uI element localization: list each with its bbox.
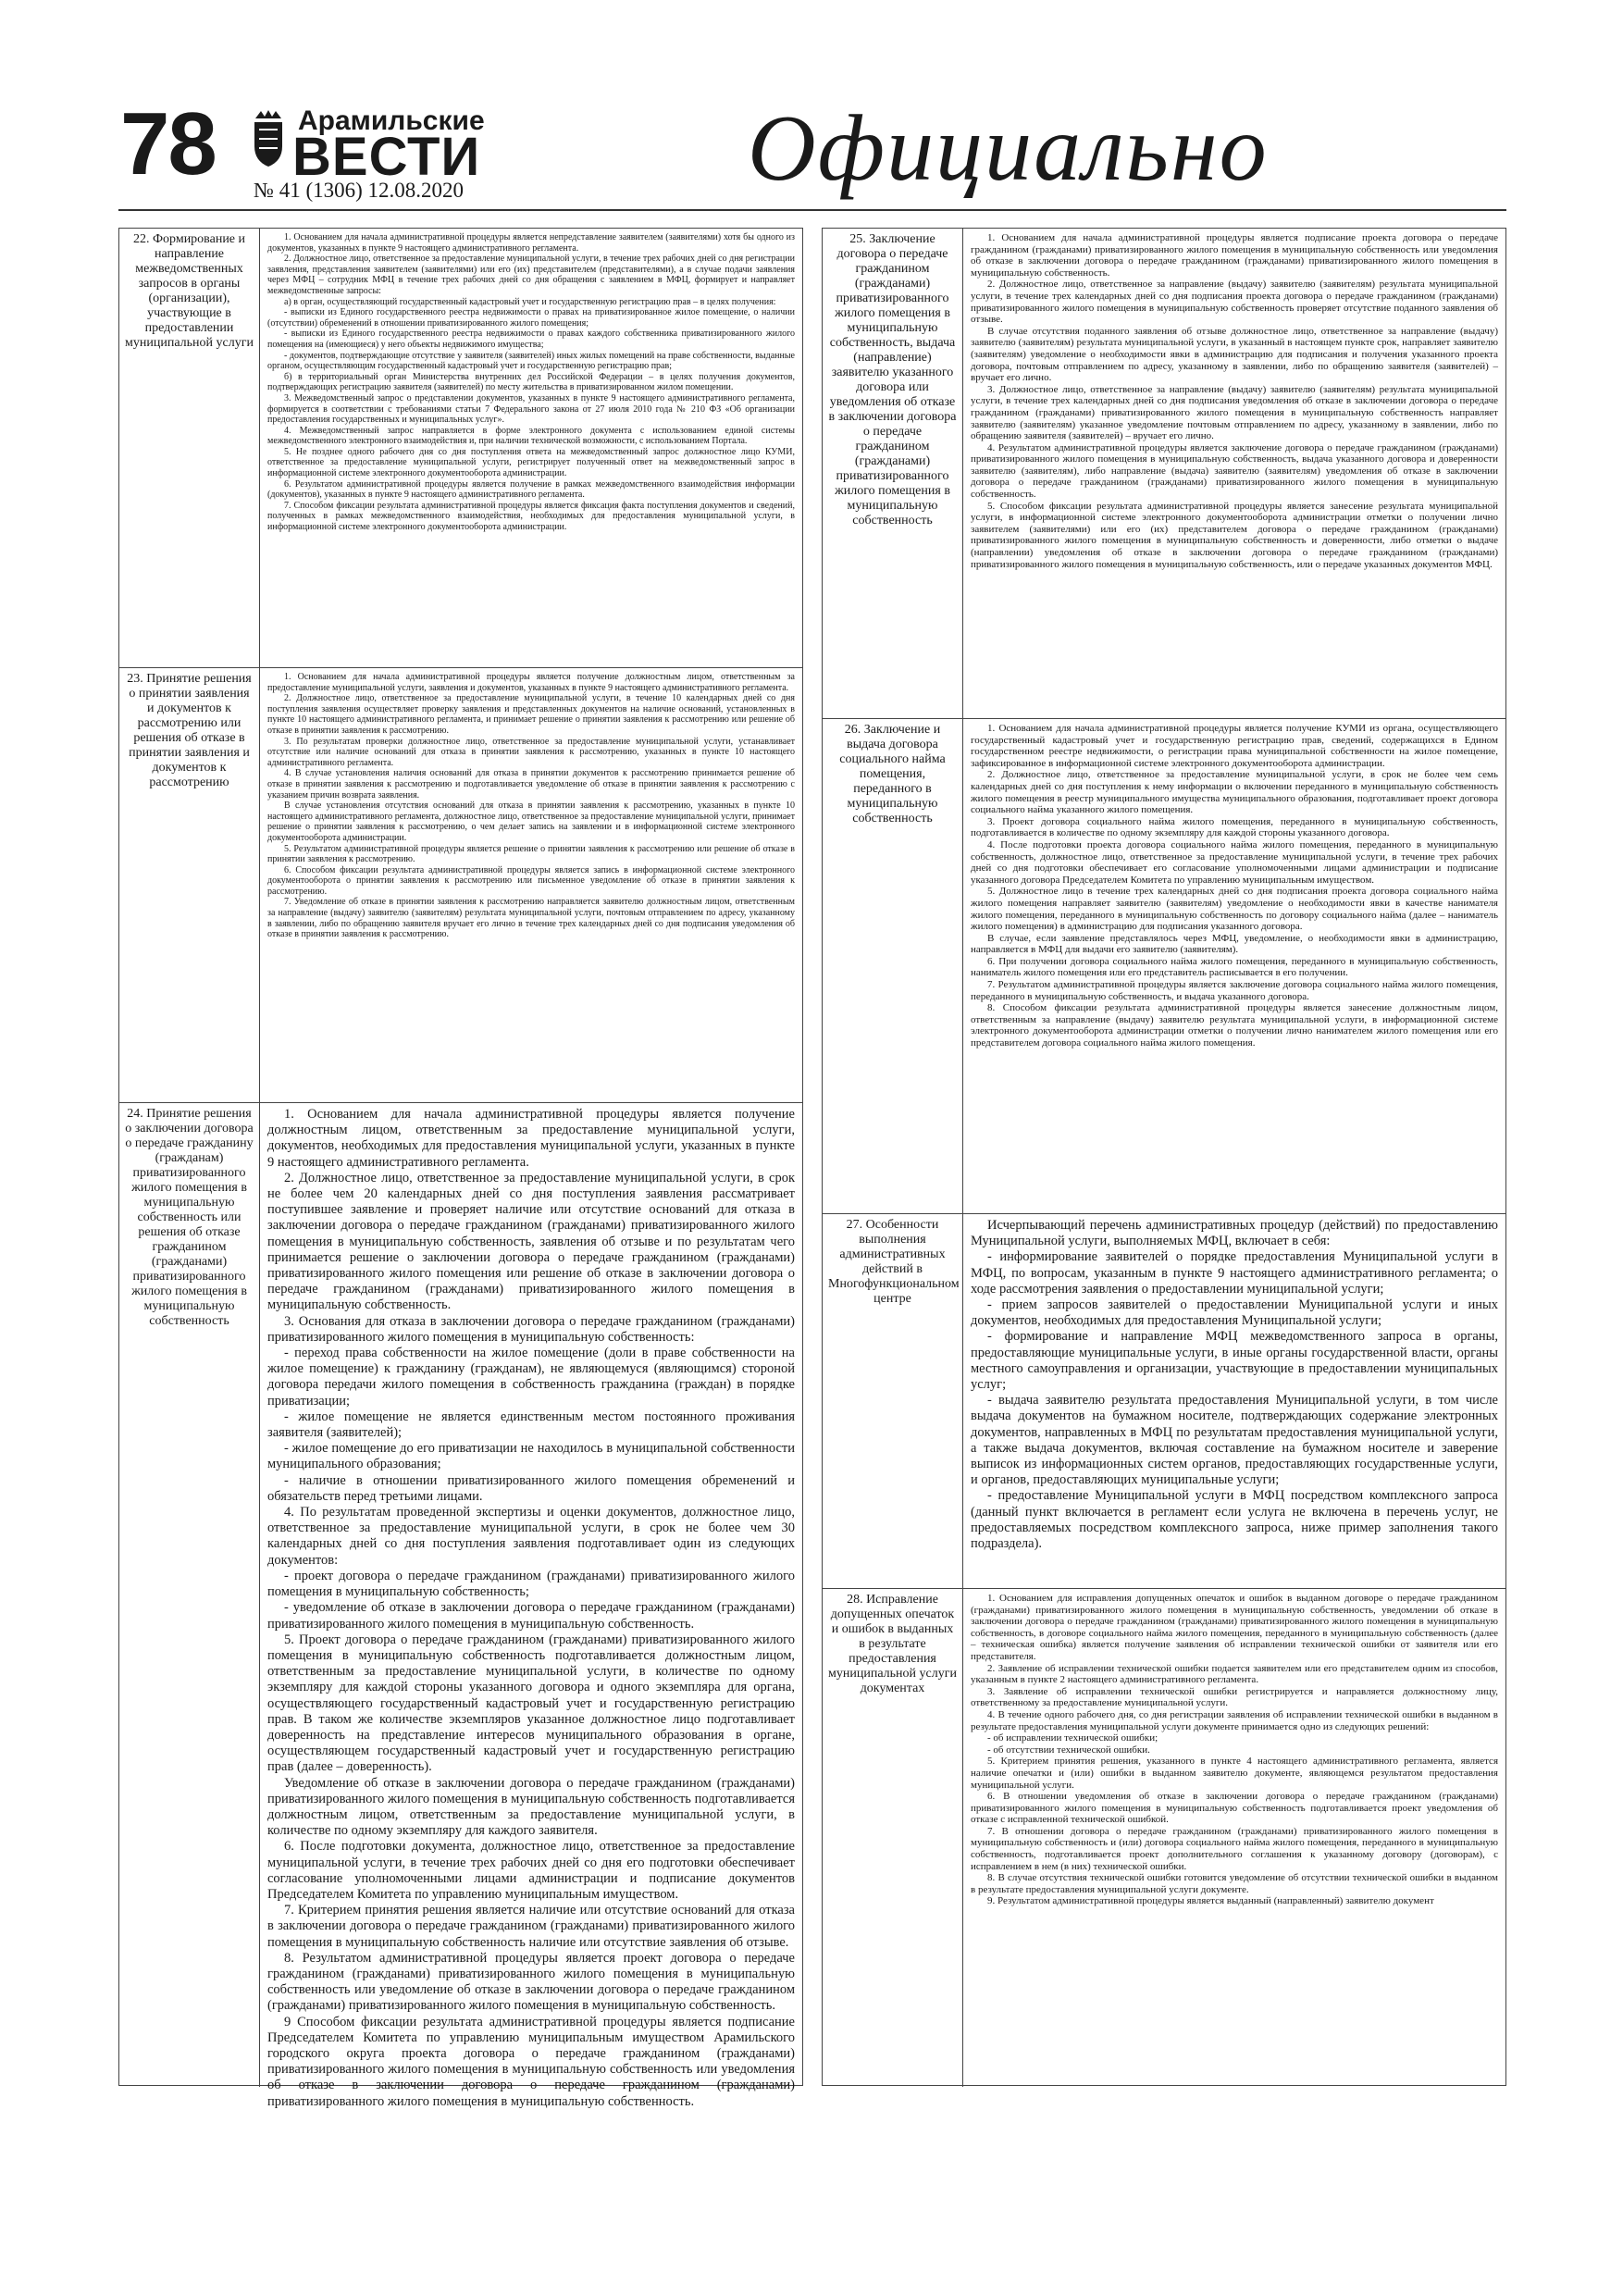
paragraph: 2. Должностное лицо, ответственное за предоставление муниципальной услуги, в течение трех рабочих дней со дня регистрации заявления, представления заявителем (заявителями) или его (их) представителем (представителями), а в случае подачи заявления через МФЦ – сотрудник МФЦ в течение трех рабочих дней со дня обращения с заявлением в МФЦ, формирует и направляет межведомственные запросы: — [267, 254, 795, 296]
paragraph: 4. Межведомственный запрос направляется в форме электронного документа с использованием единой системы межведомственного электронного взаимодействия и, при наличии технической возможности, с использованием Портала. — [267, 425, 795, 447]
paragraph: 3. Должностное лицо, ответственное за направление (выдачу) заявителю (заявителям) результата муниципальной услуги, в течение трех календарных дней со дня подписания уведомления об отказе в заключении договора о передаче гражданином (гражданами) приватизированного жилого помещения в муниципальную собственность направляет заявителю (заявителям) указанное уведомление почтовым отправлением по адресу, указанному в заявлении, либо по обращению заявителя (заявителей) – вручает его лично. — [971, 383, 1498, 442]
table-row — [823, 719, 1505, 1214]
procedure-title: 25. Заключение договора о передаче гражданином (гражданами) приватизированного жилого помещения в муниципальную собственность, выдача (направление) заявителю указанного договора или уведомления об отказе в заключении договора о передаче гражданином (гражданами) приватизированного жилого помещения в муниципальную собственность — [823, 229, 963, 718]
paragraph: 5. Не позднее одного рабочего дня со дня поступления ответа на межведомственный запрос должностное лицо КУМИ, ответственное за предоставление муниципальной услуги, регистрирует полученный ответ на межведомственный запрос в информационной системе электронного документооборота администрации. — [267, 446, 795, 479]
paragraph: 5. Проект договора о передаче гражданином (гражданами) приватизированного жилого помещения в муниципальную собственность подготавливается должностным лицом, ответственным за предоставление муниципальной услуги, в количестве по одному экземпляру для каждой стороны указанного договора и одного экземпляра для органа, осуществляющего государственный кадастровый учет и государственную регистрацию прав. В таком же количестве экземпляров указанное должностное лицо подготавливает доверенность на представление интересов муниципального образования в органе, осуществляющем государственный кадастровый учет и государственную регистрацию прав (далее – доверенность). — [267, 1632, 795, 1775]
section-title: Официально — [748, 96, 1269, 201]
paragraph: 7. В отношении договора о передаче гражданином (гражданами) приватизированного жилого помещения в муниципальную собственность и (или) договора социального найма жилого помещения, переданного в муниципальную собственность, подготавливается проект дополнительного соглашения к указанному договору (договорам), с исправлением в нем (в них) технической ошибки. — [971, 1825, 1498, 1872]
logo-big-text: ВЕСТИ — [292, 127, 481, 187]
table-row — [823, 1589, 1505, 2087]
procedure-body — [260, 229, 802, 667]
paragraph: - выдача заявителю результата предоставления Муниципальной услуги, в том числе выдача документов на бумажном носителе, подтверждающих содержание электронных документов, направленных в МФЦ по результатам предоставления муниципальной услуги, а также выдача документов, включая составление на бумажном носителе и заверение выписок из информационных систем органов, предоставляющих государственные услуги, и органов, предоставляющих муниципальные услуги; — [971, 1393, 1498, 1488]
paragraph: 5. Результатом административной процедуры является решение о принятии заявления к рассмотрению или решение об отказе в принятии заявления к рассмотрению. — [267, 843, 795, 865]
masthead-rule — [118, 209, 1506, 211]
paragraph: б) в территориальный орган Министерства внутренних дел Российской Федерации – в целях получения документов, подтверждающих регистрацию заявителя (заявителей) по месту жительства в приватизированном жилом помещении. — [267, 371, 795, 393]
city-coat-of-arms-icon — [252, 109, 285, 168]
table-row — [823, 229, 1505, 719]
paragraph: 7. Критерием принятия решения является наличие или отсутствие оснований для отказа в заключении договора о передаче гражданином (гражданами) приватизированного жилого помещения в муниципальную собственность наличие или отсутствие заявления об отзыве. — [267, 1903, 795, 1950]
paragraph: 5. Способом фиксации результата административной процедуры является занесение результата муниципальной услуги, в информационной системе электронного документооборота администрации отметки о получении лично заявителем (заявителями) или его (их) представителем договора о передаче гражданином (гражданами) приватизированного жилого помещения в муниципальную собственность и доверенности, либо отметки о выдаче (направлении) уведомления об отказе в заключении договора о передаче гражданином (гражданами) приватизированного жилого помещения в муниципальную собственность, или о передаче указанных документов МФЦ. — [971, 500, 1498, 570]
paragraph: 2. Должностное лицо, ответственное за предоставление муниципальной услуги, в срок не более чем семь календарных дней со дня поступления к нему информации о включении переданного в муниципальную собственность жилого помещения в реестр муниципального имущества муниципального образования, подготавливает проект договора социального найма указанного жилого помещения. — [971, 769, 1498, 816]
paragraph: 2. Должностное лицо, ответственное за направление (выдачу) заявителю (заявителям) результата муниципальной услуги, в течение трех календарных дней со дня подписания проекта договора о передаче гражданином (гражданами) приватизированного жилого помещения в муниципальную собственность проверяет отсутствие поданного заявления об отзыве. — [971, 279, 1498, 326]
paragraph: 6. В отношении уведомления об отказе в заключении договора о передаче гражданином (гражданами) приватизированного жилого помещения в муниципальную собственность подготавливается проект уведомления об отказе с исправленной технической ошибкой. — [971, 1791, 1498, 1826]
paragraph: 3. По результатам проверки должностное лицо, ответственное за предоставление муниципальной услуги, устанавливает отсутствие или наличие оснований для отказа в принятии заявления к рассмотрению, указанных в пункте 10 настоящего административного регламента. — [267, 736, 795, 768]
paragraph: 4. В случае установления наличия оснований для отказа в принятии документов к рассмотрению принимается решение об отказе в принятии заявления к рассмотрению и подготавливается уведомление об отказе в принятии заявления к рассмотрению с указанием причин возврата заявления. — [267, 768, 795, 800]
paragraph: а) в орган, осуществляющий государственный кадастровый учет и государственную регистрацию прав – в целях получения: — [284, 296, 776, 307]
paragraph: Уведомление об отказе в заключении договора о передаче гражданином (гражданами) приватизированного жилого помещения в муниципальную собственность подготавливается должностным лицом, ответственным за предоставление муниципальной услуги, в количестве по одному экземпляру для каждого заявителя. — [267, 1775, 795, 1839]
paragraph: - жилое помещение не является единственным местом постоянного проживания заявителя (заявителей); — [267, 1409, 795, 1441]
paragraph: - прием запросов заявителей о предоставлении Муниципальной услуги и иных документов, необходимых для предоставления Муниципальной услуги; — [971, 1297, 1498, 1329]
paragraph: - формирование и направление МФЦ межведомственного запроса в органы, предоставляющие муниципальные услуги, в иные органы государственной власти, органы местного самоуправления и организации, участвующие в предоставлении муниципальных услуг; — [971, 1329, 1498, 1393]
procedure-title: 27. Особенности выполнения административных действий в Многофункциональном центре — [823, 1214, 963, 1588]
paragraph: 8. В случае отсутствия технической ошибки готовится уведомление об отсутствии технической ошибки в выданном в результате предоставления муниципальной услуги документе. — [971, 1872, 1498, 1895]
paragraph: 3. Проект договора социального найма жилого помещения, переданного в муниципальную собственность, подготавливается в количестве по одному экземпляру для каждой стороны указанного договора. — [971, 815, 1498, 839]
paragraph: 4. В течение одного рабочего дня, со дня регистрации заявления об исправлении технической ошибки в выданном в результате предоставления муниципальной услуги документе принимается одно из следующих решений: — [971, 1708, 1498, 1732]
paragraph: - об исправлении технической ошибки; — [987, 1732, 1158, 1744]
paragraph: 5. Должностное лицо в течение трех календарных дней со дня подписания проекта договора социального найма жилого помещения направляет заявителю (заявителям) уведомление о необходимости явки в качестве нанимателя жилого помещения, переданного в муниципальную собственность по договору социального найма (далее – наниматель жилого помещения) в администрацию для подписания указанного договора. — [971, 886, 1498, 933]
right-procedures-table — [822, 228, 1506, 2086]
paragraph: 6. При получении договора социального найма жилого помещения, переданного в муниципальную собственность, наниматель жилого помещения или его представитель расписывается в его получении. — [971, 955, 1498, 979]
page-number: 78 — [120, 94, 216, 193]
paragraph: - предоставление Муниципальной услуги в МФЦ посредством комплексного запроса (данный пункт включается в регламент если услуга не включена в перечень услуг, не предоставляемых посредством комплексного запроса, ниже пример заполнения такого подраздела). — [971, 1488, 1498, 1552]
procedure-body — [963, 719, 1505, 1213]
paragraph: 4. Результатом административной процедуры является заключение договора о передаче гражданином (гражданами) приватизированного жилого помещения в муниципальную собственность, выдача указанного договора и доверенности заявителю (заявителям), либо направление (выдача) заявителю (заявителям) уведомления об отказе в заключении договора о передаче гражданином (гражданами) приватизированного жилого помещения в муниципальную собственность. — [971, 441, 1498, 501]
paragraph: 3. Заявление об исправлении технической ошибки регистрируется и направляется должностному лицу, ответственному за предоставление муниципальной услуги. — [971, 1685, 1498, 1709]
procedure-title: 28. Исправление допущенных опечаток и ошибок в выданных в результате предоставления муниципальной услуги документах — [823, 1589, 963, 2087]
paragraph: 9. Результатом административной процедуры является выданный (направленный) заявителю документ — [987, 1895, 1434, 1907]
procedure-body — [963, 1214, 1505, 1588]
paragraph: 2. Заявление об исправлении технической ошибки подается заявителем или его представителем одним из способов, указанным в пункте 2 настоящего административного регламента. — [971, 1662, 1498, 1686]
paragraph: 2. Должностное лицо, ответственное за предоставление муниципальной услуги, в срок не более чем 20 календарных дней со дня поступления заявления рассматривает поступившее заявление и проверяет наличие или отсутствие оснований для отказа в заключении договора о передаче гражданином (гражданами) приватизированного жилого помещения в муниципальную собственность, заявления об отзыве и по результатам чего принимается решение о заключении договора о передаче гражданином (гражданами) приватизированного жилого помещения или решение об отказе в заключении договора о передаче гражданином (гражданами) приватизированного жилого помещения в муниципальную собственность. — [267, 1170, 795, 1313]
paragraph: 5. Критерием принятия решения, указанного в пункте 4 настоящего административного регламента, является наличие опечатки и (или) ошибки в выданном заявителю документе, являющемся результатом предоставления муниципальной услуги. — [971, 1756, 1498, 1791]
procedure-title: 22. Формирование и направление межведомственных запросов в органы (организации), участвующие в предоставлении муниципальной услуги — [119, 229, 260, 667]
paragraph: - выписки из Единого государственного реестра недвижимости о правах каждого собственника приватизированного жилого помещения на (имеющиеся) у него объекты недвижимого имущества; — [267, 329, 795, 350]
paragraph: 4. После подготовки проекта договора социального найма жилого помещения, переданного в муниципальную собственность, должностное лицо, ответственное за предоставление муниципальной услуги, в течение трех рабочих дней со дня подготовки обеспечивает его согласование уполномоченными лицами администрации и подписание указанного договора Председателем Комитета по управлению муниципальным имуществом. — [971, 838, 1498, 886]
paragraph: 9 Способом фиксации результата административной процедуры является подписание Председателем Комитета по управлению муниципальным имуществом Арамильского городского округа проекта договора о передаче гражданином (гражданами) приватизированного жилого помещения в муниципальную собственность или уведомления об отказе в заключении договора о передаче гражданином (гражданами) приватизированного жилого помещения в муниципальную собственность. — [267, 2014, 795, 2109]
paragraph: 6. Результатом административной процедуры является получение в рамках межведомственного взаимодействия информации (документов), указанных в пункте 9 настоящего административного регламента. — [267, 478, 795, 501]
paragraph: 3. Основания для отказа в заключении договора о передаче гражданином (гражданами) приватизированного жилого помещения в муниципальную собственность: — [267, 1313, 795, 1345]
paragraph: - жилое помещение до его приватизации не находилось в муниципальной собственности муниципального образования; — [267, 1441, 795, 1472]
paragraph: В случае, если заявление представлялось через МФЦ, уведомление, о необходимости явки в администрацию, направляется в МФЦ для выдачи его заявителю (заявителям). — [971, 932, 1498, 956]
logo-small-text: Арамильские — [298, 105, 485, 136]
procedure-body — [260, 668, 802, 1102]
paragraph: - наличие в отношении приватизированного жилого помещения обременений и обязательств перед третьими лицами. — [267, 1472, 795, 1504]
paragraph: 8. Результатом административной процедуры является проект договора о передаче гражданином (гражданами) приватизированного жилого помещения в муниципальную собственность или уведомление об отказе в заключении договора о передаче гражданином (гражданами) приватизированного жилого помещения в муниципальную собственность. — [267, 1950, 795, 2014]
paragraph: 1. Основанием для исправления допущенных опечаток и ошибок в выданном договоре о передаче гражданином (гражданами) приватизированного жилого помещения в муниципальную собственность, уведомлении об отказе в заключении договора о передаче гражданином (гражданами) приватизированного жилого помещения в муниципальную собственность, в договоре социального найма жилого помещения, переданного в муниципальную собственность (далее – техническая ошибка) является получение заявления об исправлении технической ошибки от заявителя или его представителя. — [971, 1593, 1498, 1662]
procedure-title: 23. Принятие решения о принятии заявления и документов к рассмотрению или решения об отказе в принятии заявления и документов к рассмотрению — [119, 668, 260, 1102]
paragraph: В случае установления отсутствия оснований для отказа в принятии заявления к рассмотрению, указанных в пункте 10 настоящего административного регламента, должностное лицо, ответственное за предоставление муниципальной услуги, принимает решение о принятии заявления к рассмотрению, о чем делает запись на заявлении и в информационной системе электронного документооборота администрации. — [267, 800, 795, 843]
paragraph: 2. Должностное лицо, ответственное за предоставление муниципальной услуги, в течение 10 календарных дней со дня поступления заявления осуществляет проверку заявления и представленных документов на наличие оснований, установленных в пункте 10 настоящего административного регламента, и принимает решение о принятии заявления к рассмотрению или решение об отказе в принятии заявления к рассмотрению. — [267, 693, 795, 736]
paragraph: 6. Способом фиксации результата административной процедуры является запись в информационной системе электронного документооборота о принятии заявления к рассмотрению или письменное уведомление об отказе в принятии заявления к рассмотрению. — [267, 864, 795, 897]
paragraph: В случае отсутствия поданного заявления об отзыве должностное лицо, ответственное за направление (выдачу) заявителю (заявителям) результата муниципальной услуги, в указанный в настоящем пункте срок, направляет заявителю (заявителям) уведомление о необходимости явки в администрацию для подписания и получения указанного проекта договора, почтовым отправлением по адресу, указанному в заявлении, либо по обращению заявителя (заявителей) – вручает его лично. — [971, 325, 1498, 384]
procedure-body — [963, 229, 1505, 718]
table-row — [119, 229, 802, 668]
paragraph: - проект договора о передаче гражданином (гражданами) приватизированного жилого помещения в муниципальную собственность; — [267, 1568, 795, 1600]
paragraph: 3. Межведомственный запрос о представлении документов, указанных в пункте 9 настоящего административного регламента, формируется в соответствии с требованиями статьи 7 Федерального закона от 27 июля 2010 года № 210 ФЗ «Об организации предоставления государственных и муниципальных услуг». — [267, 392, 795, 426]
paragraph: - об отсутствии технической ошибки. — [987, 1744, 1150, 1756]
paragraph: - переход права собственности на жилое помещение (доли в праве собственности на жилое помещение) к гражданину (гражданам), не являющемуся (являющимся) стороной договора передачи жилого помещения в собственность гражданина (граждан) в порядке приватизации; — [267, 1346, 795, 1409]
paragraph: - информирование заявителей о порядке предоставления Муниципальной услуги в МФЦ, по вопросам, указанным в пункте 9 настоящего административного регламента; о ходе рассмотрения заявления о предоставлении муниципальной услуги; — [971, 1249, 1498, 1297]
newspaper-logo — [252, 104, 485, 187]
table-row — [119, 668, 802, 1103]
paragraph: 1. Основанием для начала административной процедуры является непредставление заявителем (заявителями) хотя бы одного из документов, указанных в пункте 9 настоящего административного регламента. — [267, 232, 795, 254]
procedure-body — [963, 1589, 1505, 2087]
left-procedures-table — [118, 228, 803, 2109]
paragraph: 7. Результатом административной процедуры является заключение договора социального найма жилого помещения, переданного в муниципальную собственность, и выдача указанного договора. — [971, 979, 1498, 1002]
procedure-body — [260, 1103, 802, 2109]
table-row — [119, 1103, 802, 2109]
paragraph: 7. Способом фиксации результата административной процедуры является фиксация факта поступления документов и сведений, полученных в рамках межведомственного взаимодействия, необходимых для предоставления муниципальной услуги, в информационной системе электронного документооборота администрации. — [267, 500, 795, 533]
paragraph: 7. Уведомление об отказе в принятии заявления к рассмотрению направляется заявителю должностным лицом, ответственным за направление (выдачу) заявителю (заявителям) результата муниципальной услуги, почтовым отправлением по адресу, указанному в заявлении, либо по обращению заявителя вручает его лично в течение трех календарных дней со дня подписания уведомления об отказе в принятии заявления к рассмотрению. — [267, 897, 795, 940]
issue-line: № 41 (1306) 12.08.2020 — [254, 179, 465, 202]
procedure-title: 24. Принятие решения о заключении договора о передаче гражданину (гражданам) приватизированного жилого помещения в муниципальную собственность или решения об отказе гражданином (гражданами) приватизированного жилого помещения в муниципальную собственность — [119, 1103, 260, 2087]
paragraph: - выписки из Единого государственного реестра недвижимости о правах на приватизированное жилое помещение, о наличии (отсутствии) обременений в отношении приватизированного жилого помещения; — [267, 307, 795, 329]
paragraph: 1. Основанием для начала административной процедуры является получение должностным лицом, ответственным за предоставление муниципальной услуги, документов, необходимых для предоставления муниципальной услуги, указанных в пункте 9 настоящего административного регламента. — [267, 1107, 795, 1170]
table-row — [823, 1214, 1505, 1589]
paragraph: 6. После подготовки документа, должностное лицо, ответственное за предоставление муниципальной услуги, в течение трех рабочих дней со дня его подготовки обеспечивает согласование уполномоченными лицами администрации и подписание документов Председателем Комитета по управлению муниципальным имуществом. — [267, 1839, 795, 1902]
paragraph: 1. Основанием для начала административной процедуры является подписание проекта договора о передаче гражданином (гражданами) приватизированного жилого помещения в муниципальную собственность или уведомления об отказе в заключении договора о передаче гражданином (гражданами) приватизированного жилого помещения в муниципальную собственность. — [971, 232, 1498, 279]
paragraph: - уведомление об отказе в заключении договора о передаче гражданином (гражданами) приватизированного жилого помещения в муниципальную собственность. — [267, 1600, 795, 1632]
paragraph: 4. По результатам проведенной экспертизы и оценки документов, должностное лицо, ответственное за предоставление муниципальной услуги, в срок не более чем 30 календарных дней со дня поступления заявления подготавливает один из следующих документов: — [267, 1505, 795, 1568]
paragraph: 8. Способом фиксации результата административной процедуры является занесение должностным лицом, ответственным за направление (выдачу) заявителю результата муниципальной услуги, в информационной системе электронного документооборота администрации отметки о получении лично нанимателем жилого помещения или его представителем договора социального найма жилого помещения. — [971, 1002, 1498, 1049]
paragraph: 1. Основанием для начала административной процедуры является получение КУМИ из органа, осуществляющего государственный кадастровый учет и государственную регистрацию прав, сведений, содержащихся в Едином государственном реестре недвижимости, о регистрации права муниципальной собственности на жилое помещение, зафиксированное в информационной системе электронного документооборота администрации. — [971, 723, 1498, 769]
procedure-title: 26. Заключение и выдача договора социального найма помещения, переданного в муниципальную собственность — [823, 719, 963, 1213]
paragraph: - документов, подтверждающие отсутствие у заявителя (заявителей) иных жилых помещений на праве собственности, выданные органом, осуществляющим государственный кадастровый учет и государственную регистрацию прав; — [267, 350, 795, 372]
paragraph: 1. Основанием для начала административной процедуры является получение должностным лицом, ответственным за предоставление муниципальной услуги, заявления и документов, указанных в пункте 9 настоящего административного регламента. — [267, 672, 795, 693]
paragraph: Исчерпывающий перечень административных процедур (действий) по предоставлению Муниципальной услуги, выполняемых МФЦ, включает в себя: — [971, 1218, 1498, 1249]
